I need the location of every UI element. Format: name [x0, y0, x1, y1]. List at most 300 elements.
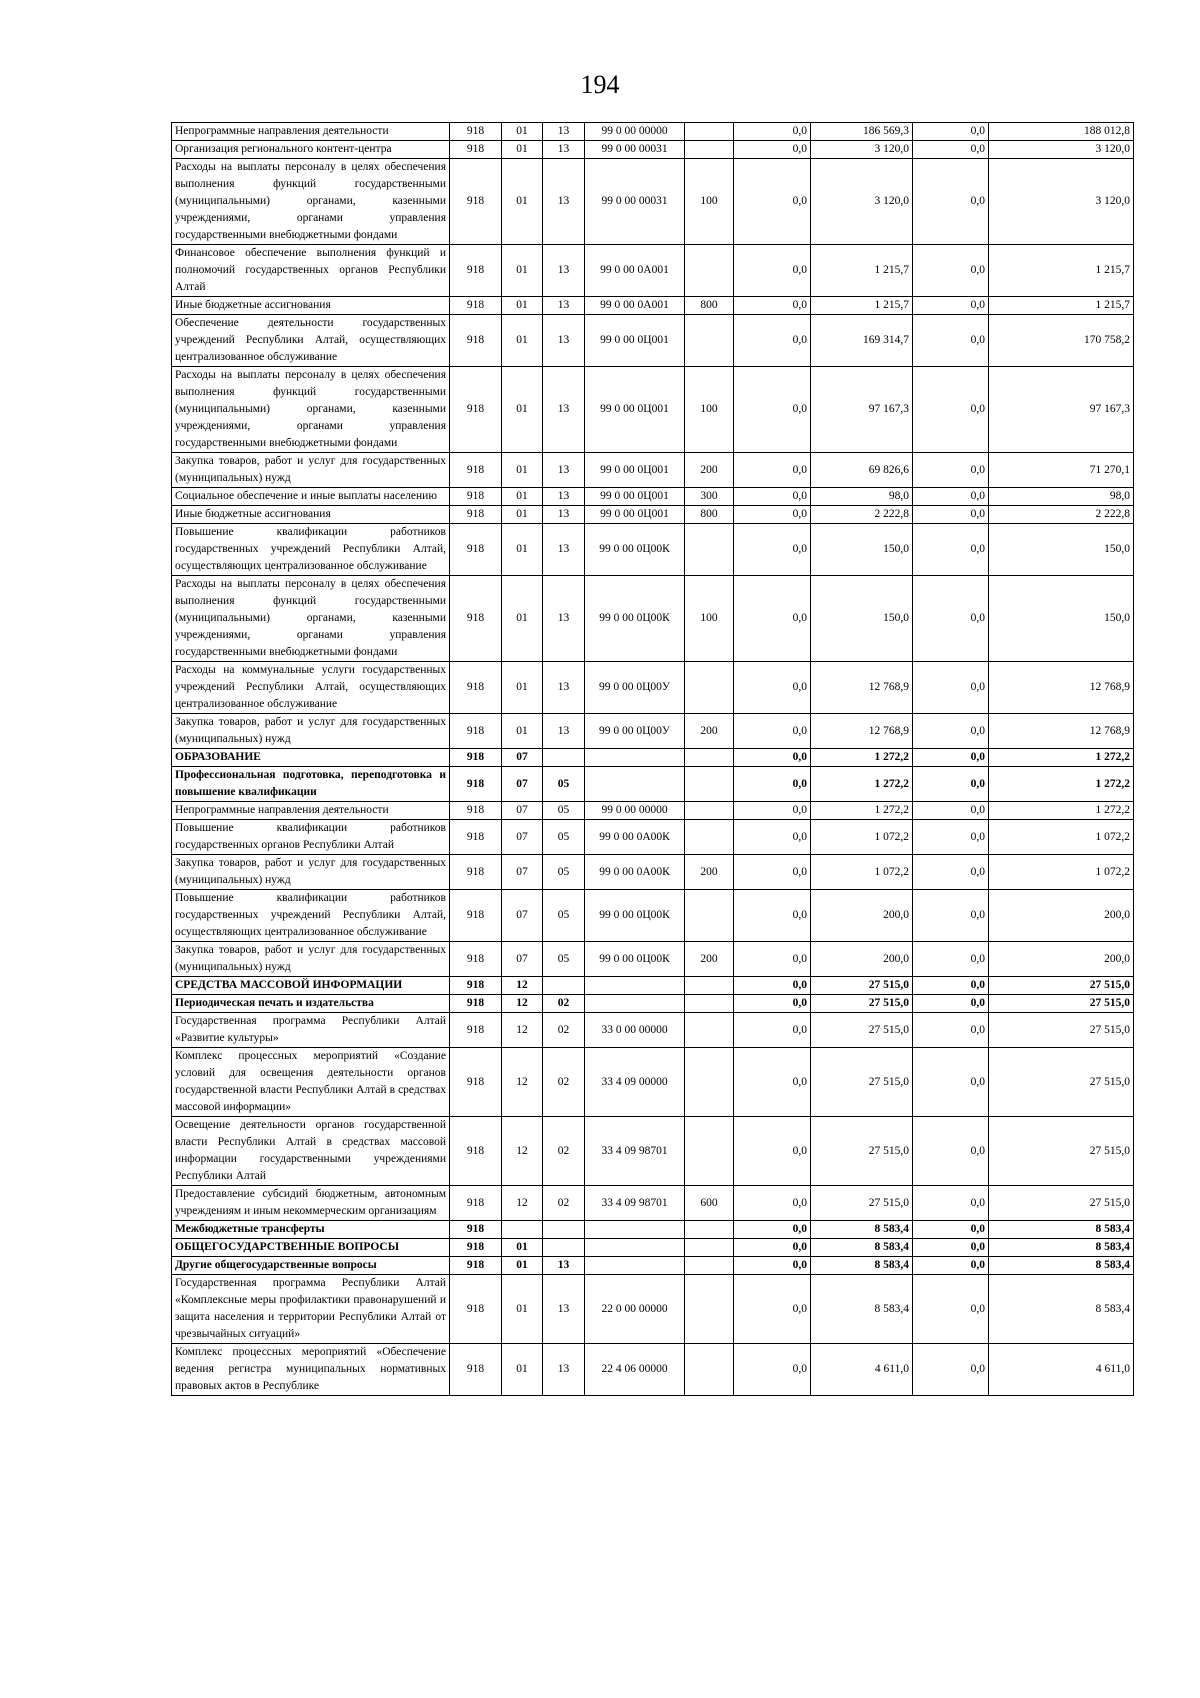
cell-section-code: 01 — [502, 714, 543, 749]
cell-section-code: 07 — [502, 802, 543, 820]
cell-ministry-code: 918 — [450, 714, 502, 749]
cell-ministry-code: 918 — [450, 662, 502, 714]
table-row — [172, 855, 1134, 890]
cell-amount-2: 27 515,0 — [811, 1013, 913, 1048]
cell-amount-4: 1 072,2 — [989, 855, 1134, 890]
cell-amount-1: 0,0 — [734, 1186, 811, 1221]
budget-table — [171, 122, 1134, 1396]
cell-description: Другие общегосударственные вопросы — [172, 1257, 450, 1275]
cell-expense-type — [685, 141, 734, 159]
table-row — [172, 1275, 1134, 1344]
cell-section-code: 01 — [502, 315, 543, 367]
cell-description: Финансовое обеспечение выполнения функций и полномочий государственных органов Республики Алтай — [172, 245, 450, 297]
cell-amount-2: 4 611,0 — [811, 1344, 913, 1396]
cell-ministry-code: 918 — [450, 1239, 502, 1257]
table-row — [172, 749, 1134, 767]
cell-section-code: 01 — [502, 123, 543, 141]
cell-target-article: 99 0 00 0Ц001 — [585, 367, 685, 453]
cell-ministry-code: 918 — [450, 767, 502, 802]
cell-amount-1: 0,0 — [734, 977, 811, 995]
cell-amount-3: 0,0 — [913, 141, 989, 159]
cell-amount-3: 0,0 — [913, 1275, 989, 1344]
cell-expense-type — [685, 977, 734, 995]
cell-ministry-code: 918 — [450, 749, 502, 767]
cell-amount-2: 200,0 — [811, 890, 913, 942]
cell-amount-1: 0,0 — [734, 995, 811, 1013]
cell-description: ОБРАЗОВАНИЕ — [172, 749, 450, 767]
cell-amount-4: 8 583,4 — [989, 1257, 1134, 1275]
cell-description: Государственная программа Республики Алтай «Комплексные меры профилактики правонарушений и защита населения и территории Республики Алтай от чрезвычайных ситуаций» — [172, 1275, 450, 1344]
cell-amount-3: 0,0 — [913, 367, 989, 453]
cell-section-code: 12 — [502, 995, 543, 1013]
cell-target-article — [585, 1239, 685, 1257]
cell-amount-3: 0,0 — [913, 1186, 989, 1221]
cell-description: Комплекс процессных мероприятий «Обеспечение ведения регистра муниципальных нормативных правовых актов в Республике — [172, 1344, 450, 1396]
cell-amount-4: 1 215,7 — [989, 245, 1134, 297]
cell-amount-2: 27 515,0 — [811, 977, 913, 995]
cell-expense-type — [685, 1239, 734, 1257]
cell-section-code: 12 — [502, 1117, 543, 1186]
cell-expense-type — [685, 315, 734, 367]
cell-amount-3: 0,0 — [913, 662, 989, 714]
cell-section-code: 01 — [502, 1239, 543, 1257]
cell-description: Расходы на коммунальные услуги государственных учреждений Республики Алтай, осуществляющих централизованное обслуживание — [172, 662, 450, 714]
cell-amount-1: 0,0 — [734, 1275, 811, 1344]
table-row — [172, 576, 1134, 662]
cell-amount-1: 0,0 — [734, 820, 811, 855]
cell-amount-3: 0,0 — [913, 942, 989, 977]
cell-section-code: 12 — [502, 977, 543, 995]
cell-amount-1: 0,0 — [734, 453, 811, 488]
cell-description: Расходы на выплаты персоналу в целях обеспечения выполнения функций государственными (муниципальными) органами, казенными учреждениями, органами управления государственными внебюджетными фондами — [172, 576, 450, 662]
cell-description: Повышение квалификации работников государственных органов Республики Алтай — [172, 820, 450, 855]
cell-expense-type — [685, 1257, 734, 1275]
cell-amount-2: 186 569,3 — [811, 123, 913, 141]
cell-ministry-code: 918 — [450, 453, 502, 488]
cell-expense-type — [685, 524, 734, 576]
cell-amount-2: 1 272,2 — [811, 749, 913, 767]
cell-amount-1: 0,0 — [734, 749, 811, 767]
cell-amount-1: 0,0 — [734, 714, 811, 749]
cell-amount-1: 0,0 — [734, 123, 811, 141]
cell-section-code: 01 — [502, 1275, 543, 1344]
cell-amount-3: 0,0 — [913, 315, 989, 367]
cell-amount-3: 0,0 — [913, 767, 989, 802]
cell-amount-4: 8 583,4 — [989, 1239, 1134, 1257]
cell-description: Повышение квалификации работников государственных учреждений Республики Алтай, осуществляющих централизованное обслуживание — [172, 524, 450, 576]
table-row — [172, 1344, 1134, 1396]
cell-amount-2: 1 272,2 — [811, 802, 913, 820]
cell-description: Социальное обеспечение и иные выплаты населению — [172, 488, 450, 506]
cell-subsection-code — [543, 977, 585, 995]
cell-ministry-code: 918 — [450, 855, 502, 890]
cell-subsection-code: 02 — [543, 1048, 585, 1117]
cell-expense-type — [685, 749, 734, 767]
cell-section-code: 01 — [502, 297, 543, 315]
table-row — [172, 802, 1134, 820]
cell-subsection-code: 13 — [543, 506, 585, 524]
cell-amount-4: 1 072,2 — [989, 820, 1134, 855]
cell-subsection-code: 13 — [543, 714, 585, 749]
cell-expense-type — [685, 1221, 734, 1239]
cell-description: Непрограммные направления деятельности — [172, 123, 450, 141]
cell-amount-2: 1 072,2 — [811, 855, 913, 890]
cell-amount-3: 0,0 — [913, 1257, 989, 1275]
cell-subsection-code: 02 — [543, 995, 585, 1013]
cell-ministry-code: 918 — [450, 820, 502, 855]
cell-ministry-code: 918 — [450, 488, 502, 506]
cell-expense-type: 600 — [685, 1186, 734, 1221]
cell-description: Предоставление субсидий бюджетным, автономным учреждениям и иным некоммерческим организациям — [172, 1186, 450, 1221]
table-row — [172, 977, 1134, 995]
cell-amount-4: 27 515,0 — [989, 977, 1134, 995]
cell-ministry-code: 918 — [450, 977, 502, 995]
cell-amount-3: 0,0 — [913, 576, 989, 662]
cell-description: Расходы на выплаты персоналу в целях обеспечения выполнения функций государственными (муниципальными) органами, казенными учреждениями, органами управления государственными внебюджетными фондами — [172, 367, 450, 453]
cell-amount-3: 0,0 — [913, 245, 989, 297]
cell-amount-4: 27 515,0 — [989, 1048, 1134, 1117]
cell-subsection-code: 05 — [543, 820, 585, 855]
cell-amount-4: 150,0 — [989, 576, 1134, 662]
cell-section-code: 12 — [502, 1013, 543, 1048]
cell-amount-1: 0,0 — [734, 890, 811, 942]
cell-target-article: 99 0 00 0А00К — [585, 855, 685, 890]
cell-amount-1: 0,0 — [734, 942, 811, 977]
cell-amount-4: 27 515,0 — [989, 1186, 1134, 1221]
cell-amount-4: 98,0 — [989, 488, 1134, 506]
cell-target-article — [585, 977, 685, 995]
cell-description: Иные бюджетные ассигнования — [172, 297, 450, 315]
cell-amount-3: 0,0 — [913, 1048, 989, 1117]
page-number: 194 — [580, 70, 620, 99]
table-row — [172, 995, 1134, 1013]
cell-expense-type — [685, 767, 734, 802]
cell-subsection-code: 13 — [543, 1344, 585, 1396]
cell-amount-2: 12 768,9 — [811, 662, 913, 714]
cell-target-article: 99 0 00 00031 — [585, 159, 685, 245]
cell-amount-2: 69 826,6 — [811, 453, 913, 488]
cell-section-code: 01 — [502, 576, 543, 662]
table-row — [172, 1186, 1134, 1221]
cell-description: Закупка товаров, работ и услуг для государственных (муниципальных) нужд — [172, 855, 450, 890]
cell-description: Государственная программа Республики Алтай «Развитие культуры» — [172, 1013, 450, 1048]
cell-description: Освещение деятельности органов государственной власти Республики Алтай в средствах массовой информации государственными учреждениями Республики Алтай — [172, 1117, 450, 1186]
table-row — [172, 942, 1134, 977]
cell-expense-type — [685, 995, 734, 1013]
cell-target-article: 22 4 06 00000 — [585, 1344, 685, 1396]
cell-amount-1: 0,0 — [734, 576, 811, 662]
cell-section-code: 01 — [502, 662, 543, 714]
table-row — [172, 488, 1134, 506]
cell-target-article: 33 0 00 00000 — [585, 1013, 685, 1048]
cell-target-article: 99 0 00 0Ц001 — [585, 453, 685, 488]
cell-amount-2: 2 222,8 — [811, 506, 913, 524]
cell-amount-3: 0,0 — [913, 1117, 989, 1186]
cell-amount-2: 97 167,3 — [811, 367, 913, 453]
table-row — [172, 1221, 1134, 1239]
cell-amount-4: 1 272,2 — [989, 749, 1134, 767]
cell-target-article: 99 0 00 0Ц001 — [585, 506, 685, 524]
cell-amount-3: 0,0 — [913, 506, 989, 524]
table-row — [172, 1048, 1134, 1117]
cell-amount-1: 0,0 — [734, 141, 811, 159]
cell-amount-1: 0,0 — [734, 855, 811, 890]
cell-amount-3: 0,0 — [913, 159, 989, 245]
cell-expense-type — [685, 662, 734, 714]
table-row — [172, 820, 1134, 855]
cell-description: Иные бюджетные ассигнования — [172, 506, 450, 524]
cell-section-code: 07 — [502, 820, 543, 855]
cell-amount-2: 1 272,2 — [811, 767, 913, 802]
cell-subsection-code: 13 — [543, 123, 585, 141]
cell-ministry-code: 918 — [450, 1344, 502, 1396]
cell-expense-type — [685, 820, 734, 855]
cell-ministry-code: 918 — [450, 942, 502, 977]
cell-expense-type: 200 — [685, 714, 734, 749]
cell-subsection-code: 13 — [543, 488, 585, 506]
cell-subsection-code — [543, 749, 585, 767]
cell-amount-2: 27 515,0 — [811, 995, 913, 1013]
cell-amount-2: 150,0 — [811, 524, 913, 576]
cell-amount-1: 0,0 — [734, 159, 811, 245]
cell-amount-2: 27 515,0 — [811, 1048, 913, 1117]
cell-subsection-code: 13 — [543, 1275, 585, 1344]
cell-expense-type — [685, 1117, 734, 1186]
cell-description: Организация регионального контент-центра — [172, 141, 450, 159]
cell-amount-2: 200,0 — [811, 942, 913, 977]
cell-subsection-code: 13 — [543, 367, 585, 453]
cell-amount-4: 27 515,0 — [989, 1013, 1134, 1048]
cell-ministry-code: 918 — [450, 890, 502, 942]
table-row — [172, 662, 1134, 714]
table-row — [172, 890, 1134, 942]
cell-amount-3: 0,0 — [913, 802, 989, 820]
cell-amount-4: 200,0 — [989, 890, 1134, 942]
cell-ministry-code: 918 — [450, 1186, 502, 1221]
cell-subsection-code — [543, 1221, 585, 1239]
cell-amount-3: 0,0 — [913, 297, 989, 315]
table-row — [172, 141, 1134, 159]
cell-subsection-code: 13 — [543, 315, 585, 367]
cell-amount-1: 0,0 — [734, 662, 811, 714]
cell-subsection-code: 13 — [543, 159, 585, 245]
cell-expense-type: 200 — [685, 453, 734, 488]
cell-amount-2: 1 215,7 — [811, 297, 913, 315]
table-row — [172, 714, 1134, 749]
cell-target-article: 99 0 00 00031 — [585, 141, 685, 159]
cell-amount-2: 8 583,4 — [811, 1221, 913, 1239]
cell-subsection-code: 13 — [543, 245, 585, 297]
cell-subsection-code: 13 — [543, 524, 585, 576]
cell-amount-3: 0,0 — [913, 453, 989, 488]
cell-amount-3: 0,0 — [913, 855, 989, 890]
cell-ministry-code: 918 — [450, 524, 502, 576]
cell-description: Расходы на выплаты персоналу в целях обеспечения выполнения функций государственными (муниципальными) органами, казенными учреждениями, органами управления государственными внебюджетными фондами — [172, 159, 450, 245]
cell-amount-4: 8 583,4 — [989, 1275, 1134, 1344]
cell-amount-4: 12 768,9 — [989, 714, 1134, 749]
cell-target-article: 99 0 00 0Ц001 — [585, 315, 685, 367]
cell-expense-type — [685, 1013, 734, 1048]
cell-description: Закупка товаров, работ и услуг для государственных (муниципальных) нужд — [172, 714, 450, 749]
cell-target-article: 99 0 00 0Ц00К — [585, 890, 685, 942]
table-row — [172, 506, 1134, 524]
cell-target-article: 99 0 00 00000 — [585, 802, 685, 820]
cell-amount-1: 0,0 — [734, 488, 811, 506]
cell-amount-1: 0,0 — [734, 1117, 811, 1186]
cell-amount-1: 0,0 — [734, 1344, 811, 1396]
cell-amount-4: 3 120,0 — [989, 141, 1134, 159]
cell-amount-3: 0,0 — [913, 995, 989, 1013]
cell-target-article: 99 0 00 0Ц00К — [585, 524, 685, 576]
cell-target-article: 99 0 00 0Ц00У — [585, 714, 685, 749]
cell-amount-4: 27 515,0 — [989, 995, 1134, 1013]
cell-expense-type — [685, 123, 734, 141]
cell-amount-1: 0,0 — [734, 1048, 811, 1117]
cell-section-code: 07 — [502, 942, 543, 977]
cell-amount-4: 27 515,0 — [989, 1117, 1134, 1186]
cell-amount-2: 8 583,4 — [811, 1239, 913, 1257]
cell-description: Межбюджетные трансферты — [172, 1221, 450, 1239]
cell-amount-1: 0,0 — [734, 315, 811, 367]
table-row — [172, 159, 1134, 245]
cell-target-article — [585, 995, 685, 1013]
cell-target-article — [585, 767, 685, 802]
cell-description: Повышение квалификации работников государственных учреждений Республики Алтай, осуществляющих централизованное обслуживание — [172, 890, 450, 942]
cell-description: Комплекс процессных мероприятий «Создание условий для освещения деятельности органов государственной власти Республики Алтай в средствах массовой информации» — [172, 1048, 450, 1117]
table-row — [172, 767, 1134, 802]
cell-amount-2: 1 072,2 — [811, 820, 913, 855]
cell-expense-type: 200 — [685, 855, 734, 890]
cell-subsection-code: 13 — [543, 297, 585, 315]
cell-section-code: 01 — [502, 1257, 543, 1275]
table-row — [172, 245, 1134, 297]
cell-description: Периодическая печать и издательства — [172, 995, 450, 1013]
cell-amount-4: 97 167,3 — [989, 367, 1134, 453]
cell-subsection-code: 05 — [543, 890, 585, 942]
cell-section-code: 01 — [502, 141, 543, 159]
cell-target-article: 33 4 09 98701 — [585, 1117, 685, 1186]
cell-expense-type: 300 — [685, 488, 734, 506]
cell-description: Непрограммные направления деятельности — [172, 802, 450, 820]
cell-amount-2: 1 215,7 — [811, 245, 913, 297]
cell-amount-1: 0,0 — [734, 1221, 811, 1239]
table-row — [172, 367, 1134, 453]
cell-amount-2: 27 515,0 — [811, 1186, 913, 1221]
cell-ministry-code: 918 — [450, 123, 502, 141]
cell-section-code: 01 — [502, 367, 543, 453]
cell-amount-4: 1 215,7 — [989, 297, 1134, 315]
cell-section-code: 12 — [502, 1048, 543, 1117]
cell-amount-2: 27 515,0 — [811, 1117, 913, 1186]
cell-section-code: 01 — [502, 524, 543, 576]
cell-ministry-code: 918 — [450, 1221, 502, 1239]
cell-section-code: 01 — [502, 245, 543, 297]
cell-amount-4: 1 272,2 — [989, 802, 1134, 820]
cell-ministry-code: 918 — [450, 506, 502, 524]
cell-subsection-code: 05 — [543, 767, 585, 802]
cell-target-article: 99 0 00 0Ц00У — [585, 662, 685, 714]
cell-expense-type — [685, 1275, 734, 1344]
cell-expense-type: 100 — [685, 159, 734, 245]
cell-description: Закупка товаров, работ и услуг для государственных (муниципальных) нужд — [172, 942, 450, 977]
cell-subsection-code: 05 — [543, 855, 585, 890]
cell-target-article: 99 0 00 0А001 — [585, 245, 685, 297]
cell-ministry-code: 918 — [450, 245, 502, 297]
table-row — [172, 315, 1134, 367]
cell-ministry-code: 918 — [450, 141, 502, 159]
cell-amount-3: 0,0 — [913, 524, 989, 576]
table-row — [172, 297, 1134, 315]
cell-target-article — [585, 749, 685, 767]
cell-amount-2: 12 768,9 — [811, 714, 913, 749]
cell-expense-type — [685, 1048, 734, 1117]
cell-section-code: 07 — [502, 767, 543, 802]
cell-amount-3: 0,0 — [913, 1239, 989, 1257]
cell-amount-4: 4 611,0 — [989, 1344, 1134, 1396]
cell-section-code: 07 — [502, 749, 543, 767]
cell-target-article: 33 4 09 00000 — [585, 1048, 685, 1117]
cell-amount-1: 0,0 — [734, 767, 811, 802]
cell-ministry-code: 918 — [450, 1117, 502, 1186]
cell-target-article: 99 0 00 0А001 — [585, 297, 685, 315]
cell-amount-1: 0,0 — [734, 1257, 811, 1275]
cell-expense-type: 200 — [685, 942, 734, 977]
table-body — [172, 123, 1134, 1396]
cell-description: ОБЩЕГОСУДАРСТВЕННЫЕ ВОПРОСЫ — [172, 1239, 450, 1257]
table-row — [172, 453, 1134, 488]
cell-expense-type — [685, 890, 734, 942]
cell-amount-3: 0,0 — [913, 1013, 989, 1048]
table-row — [172, 1239, 1134, 1257]
cell-section-code: 01 — [502, 159, 543, 245]
cell-subsection-code: 13 — [543, 1257, 585, 1275]
cell-subsection-code: 02 — [543, 1013, 585, 1048]
cell-amount-4: 12 768,9 — [989, 662, 1134, 714]
cell-section-code: 01 — [502, 453, 543, 488]
cell-target-article: 33 4 09 98701 — [585, 1186, 685, 1221]
cell-ministry-code: 918 — [450, 576, 502, 662]
cell-expense-type: 100 — [685, 576, 734, 662]
cell-amount-3: 0,0 — [913, 1344, 989, 1396]
cell-subsection-code: 02 — [543, 1186, 585, 1221]
cell-description: Закупка товаров, работ и услуг для государственных (муниципальных) нужд — [172, 453, 450, 488]
cell-ministry-code: 918 — [450, 1048, 502, 1117]
cell-amount-4: 2 222,8 — [989, 506, 1134, 524]
cell-amount-1: 0,0 — [734, 367, 811, 453]
cell-section-code: 01 — [502, 1344, 543, 1396]
cell-description: СРЕДСТВА МАССОВОЙ ИНФОРМАЦИИ — [172, 977, 450, 995]
cell-amount-4: 170 758,2 — [989, 315, 1134, 367]
cell-expense-type — [685, 245, 734, 297]
cell-amount-3: 0,0 — [913, 890, 989, 942]
table-row — [172, 1117, 1134, 1186]
cell-subsection-code: 05 — [543, 942, 585, 977]
cell-description: Профессиональная подготовка, переподготовка и повышение квалификации — [172, 767, 450, 802]
cell-amount-2: 98,0 — [811, 488, 913, 506]
cell-amount-2: 8 583,4 — [811, 1257, 913, 1275]
cell-expense-type: 800 — [685, 297, 734, 315]
cell-amount-3: 0,0 — [913, 123, 989, 141]
cell-amount-2: 3 120,0 — [811, 159, 913, 245]
cell-amount-1: 0,0 — [734, 245, 811, 297]
cell-expense-type — [685, 1344, 734, 1396]
cell-subsection-code: 13 — [543, 576, 585, 662]
cell-amount-3: 0,0 — [913, 488, 989, 506]
cell-target-article: 99 0 00 0Ц00К — [585, 942, 685, 977]
cell-amount-3: 0,0 — [913, 977, 989, 995]
cell-ministry-code: 918 — [450, 995, 502, 1013]
cell-amount-1: 0,0 — [734, 506, 811, 524]
